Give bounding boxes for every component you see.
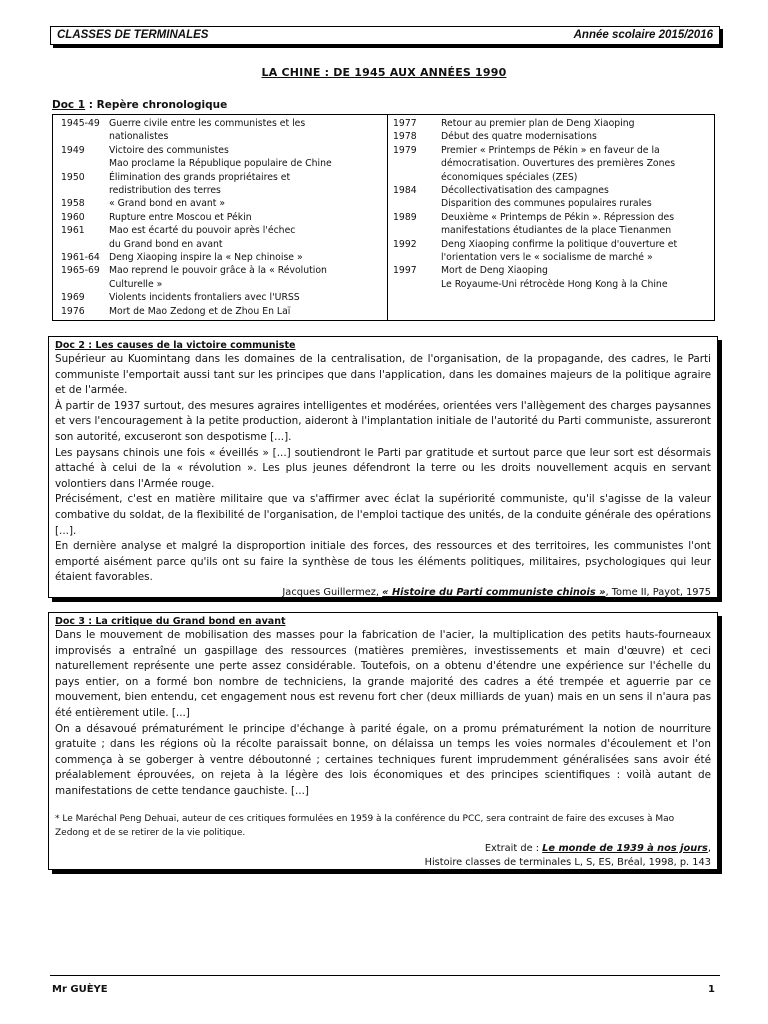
chronology-year <box>61 157 109 170</box>
chronology-year: 1961 <box>61 225 85 237</box>
chronology-year: 1992 <box>393 238 417 250</box>
chronology-row <box>393 184 711 197</box>
chronology-year <box>61 130 109 143</box>
chronology-year: 1978 <box>393 131 417 143</box>
chronology-row <box>61 238 383 251</box>
chronology-row <box>393 130 711 143</box>
chronology-year <box>393 278 441 291</box>
doc2-box <box>48 336 718 598</box>
chronology-event: Deng Xiaoping inspire la « Nep chinoise » <box>109 252 303 264</box>
chronology-row <box>393 264 711 277</box>
chronology-event: Guerre civile entre les communistes et les <box>109 118 306 129</box>
doc1-label-rest: : Repère chronologique <box>85 99 228 111</box>
doc2-source-author: Jacques Guillermez, <box>282 586 383 598</box>
chronology-year: 1950 <box>61 171 85 183</box>
paragraph: Précisément, c'est en matière militaire que va s'affirmer avec éclat la supériorité communiste, qu'il s'agisse de la valeur combative du soldat, de la flexibilité de l'organisation, de l'emploi tactique des unités, de la conduite générale des opérations [...]. <box>55 493 711 537</box>
chronology-row <box>61 117 383 130</box>
chronology-year: 1961-64 <box>61 252 100 264</box>
chronology-row <box>393 211 711 224</box>
doc1-label: Doc 1 <box>52 99 86 111</box>
chronology-row <box>61 184 383 197</box>
doc3-extract-prefix: Extrait de : <box>484 842 543 854</box>
chronology-year: 1997 <box>393 265 417 277</box>
page-title: LA CHINE : DE 1945 AUX ANNÉES 1990 <box>261 66 507 79</box>
doc2-heading: Doc 2 : Les causes de la victoire communiste <box>55 340 296 351</box>
chronology-row <box>61 251 383 264</box>
chronology-row <box>61 211 383 224</box>
chronology-year: 1984 <box>393 185 417 197</box>
chronology-right-column <box>393 117 711 291</box>
chronology-row <box>393 224 711 237</box>
chronology-left-column <box>61 117 383 318</box>
chronology-year <box>61 278 109 291</box>
chronology-row <box>61 144 383 157</box>
chronology-event: démocratisation. Ouvertures des premières Zones <box>441 158 676 170</box>
doc2-source <box>55 586 711 600</box>
footer-divider <box>50 975 720 976</box>
chronology-row <box>61 157 383 170</box>
chronology-row <box>61 291 383 304</box>
doc3-extract-ref: Histoire classes de terminales L, S, ES, Bréal, 1998, p. 143 <box>424 856 711 868</box>
chronology-year: 1989 <box>393 211 417 223</box>
chronology-event: Culturelle » <box>109 278 163 290</box>
chronology-event: Le Royaume-Uni rétrocède Hong Kong à la Chine <box>441 278 668 290</box>
chronology-event: Disparition des communes populaires rurales <box>441 198 652 210</box>
chronology-year <box>61 238 109 251</box>
chronology-table <box>52 114 715 321</box>
paragraph: Dans le mouvement de mobilisation des masses pour la fabrication de l'acier, la multiplication des petits hauts-fourneaux improvisés a entraîné un gaspillage des ressources (matières premières, investissements et main d'œuvre) et ceci naturellement représente une perte assez considérable. Toutefois, on a obtenu d'étendre une expérience sur l'échelle du pays entier, on a formé bon nombre de techniciens, la grande majorité des cadres a été trempée et aguerrie par ce mouvement, bien entendu, cet engagement nous est revenu fort cher (deux milliards de yuan) mais en un sens il n'aura pas été entièrement utile. [...] <box>55 629 711 719</box>
chronology-event: Début des quatre modernisations <box>441 131 597 143</box>
doc3-heading: Doc 3 : La critique du Grand bond en avant <box>55 616 286 627</box>
chronology-row <box>393 144 711 157</box>
chronology-event: Deuxième « Printemps de Pékin ». Répression des <box>441 211 675 223</box>
chronology-row <box>61 130 383 143</box>
header-school-year: Année scolaire 2015/2016 <box>573 29 713 41</box>
doc2-text <box>55 352 711 586</box>
chronology-row <box>393 171 711 184</box>
chronology-year: 1945-49 <box>61 118 100 129</box>
chronology-year <box>61 184 109 197</box>
chronology-year: 1949 <box>61 144 85 156</box>
chronology-year <box>393 197 441 210</box>
chronology-event: Mao est écarté du pouvoir après l'échec <box>109 225 296 237</box>
chronology-year <box>393 171 441 184</box>
paragraph: En dernière analyse et malgré la disproportion initiale des forces, des ressources et des territoires, les communistes l'ont emporté aisément parce qu'ils ont su faire la synthèse de tous les éléments politiques, militaires, psychologiques qui leur étaient favorables. <box>55 540 711 584</box>
chronology-divider <box>387 115 388 320</box>
doc3-box <box>48 612 718 870</box>
doc2-source-title: « Histoire du Parti communiste chinois » <box>382 586 606 598</box>
chronology-event: Décollectivatisation des campagnes <box>441 185 609 197</box>
paragraph: On a désavoué prématurément le principe d'échange à parité égale, on a promu prématurément la notion de nourriture gratuite ; dans les régions où la récolte paraissait bonne, on délaissa un temps les voies normales d'écoulement et l'on commença à se goberger à ventre déboutonné ; certaines techniques furent imprudemment généralisées sans avoir été préalablement éprouvées, on rejeta à la légère des lois économiques et des principes scientifiques : voilà autant de manifestations de cette tendance gauchiste. [...] <box>55 722 711 797</box>
chronology-event: Violents incidents frontaliers avec l'URSS <box>109 292 300 304</box>
chronology-event: Victoire des communistes <box>109 144 229 156</box>
chronology-row <box>61 224 383 237</box>
chronology-row <box>61 197 383 210</box>
chronology-event: Mao reprend le pouvoir grâce à la « Révolution <box>109 265 327 277</box>
chronology-year: 1958 <box>61 198 85 210</box>
chronology-event: Mao proclame la République populaire de Chine <box>109 158 332 170</box>
chronology-year <box>393 157 441 170</box>
chronology-row <box>393 197 711 210</box>
doc3-extract-book: Le monde de 1939 à nos jours <box>542 842 708 854</box>
chronology-year <box>393 251 441 264</box>
footer-author: Mr GUÈYE <box>52 984 108 995</box>
chronology-event: Élimination des grands propriétaires et <box>109 171 291 183</box>
chronology-row <box>61 171 383 184</box>
chronology-event: Rupture entre Moscou et Pékin <box>109 211 252 223</box>
chronology-event: Premier « Printemps de Pékin » en faveur de la <box>441 144 660 156</box>
doc3-extract <box>55 842 711 870</box>
chronology-event: nationalistes <box>109 131 169 143</box>
chronology-year: 1977 <box>393 118 417 129</box>
chronology-event: manifestations étudiantes de la place Tienanmen <box>441 225 672 237</box>
chronology-event: Deng Xiaoping confirme la politique d'ouverture et <box>441 238 678 250</box>
doc3-extract-suffix: , <box>707 842 711 854</box>
chronology-row <box>393 251 711 264</box>
chronology-year: 1960 <box>61 211 85 223</box>
chronology-row <box>61 278 383 291</box>
chronology-event: Mort de Deng Xiaoping <box>441 265 548 277</box>
paragraph: Les paysans chinois une fois « éveillés » [...] soutiendront le Parti par gratitude et surtout parce que leur sort est désormais attaché à celui de la « révolution ». Les plus jeunes défendront la terre ou les droits nouvellement acquis en servant volontiers dans l'Armée rouge. <box>55 446 711 490</box>
chronology-year: 1965-69 <box>61 265 100 277</box>
paragraph: Supérieur au Kuomintang dans les domaines de la centralisation, de l'organisation, de la propagande, des cadres, le Parti communiste l'emportait aussi tant sur les principes que dans l'application, dans les domaines majeurs de la politique agraire et de l'armée. <box>55 353 711 397</box>
chronology-event: du Grand bond en avant <box>109 238 223 250</box>
chronology-year: 1979 <box>393 144 417 156</box>
chronology-event: « Grand bond en avant » <box>109 198 226 210</box>
header-bar <box>50 26 720 45</box>
chronology-row <box>393 278 711 291</box>
chronology-row <box>61 305 383 318</box>
doc2-source-rest: , Tome II, Payot, 1975 <box>605 586 711 598</box>
doc3-text <box>55 628 711 800</box>
footer-page-number: 1 <box>708 984 715 995</box>
doc1-heading <box>52 99 227 111</box>
doc3-footnote: * Le Maréchal Peng Dehuai, auteur de ces critiques formulées en 1959 à la conférence du PCC, sera contraint de faire des excuses à Mao Zedong et de se retirer de la vie politique. <box>55 813 675 838</box>
header-class-label: CLASSES DE TERMINALES <box>57 29 209 41</box>
chronology-row <box>393 238 711 251</box>
chronology-year: 1969 <box>61 292 85 304</box>
chronology-row <box>61 264 383 277</box>
chronology-year: 1976 <box>61 305 85 317</box>
paragraph: À partir de 1937 surtout, des mesures agraires intelligentes et modérées, orientées vers l'allègement des charges paysannes et vers l'encouragement à la petite production, aideront à l'implantation initiale de l'autorité du Parti communiste, assureront son autorité, excuseront son despotisme [...]. <box>55 399 711 443</box>
chronology-row <box>393 157 711 170</box>
chronology-year <box>393 224 441 237</box>
chronology-event: Retour au premier plan de Deng Xiaoping <box>441 118 635 129</box>
chronology-event: redistribution des terres <box>109 185 221 197</box>
chronology-event: Mort de Mao Zedong et de Zhou En Laï <box>109 305 291 317</box>
chronology-event: l'orientation vers le « socialisme de marché » <box>441 252 653 264</box>
chronology-row <box>393 117 711 130</box>
chronology-event: économiques spéciales (ZES) <box>441 171 578 183</box>
